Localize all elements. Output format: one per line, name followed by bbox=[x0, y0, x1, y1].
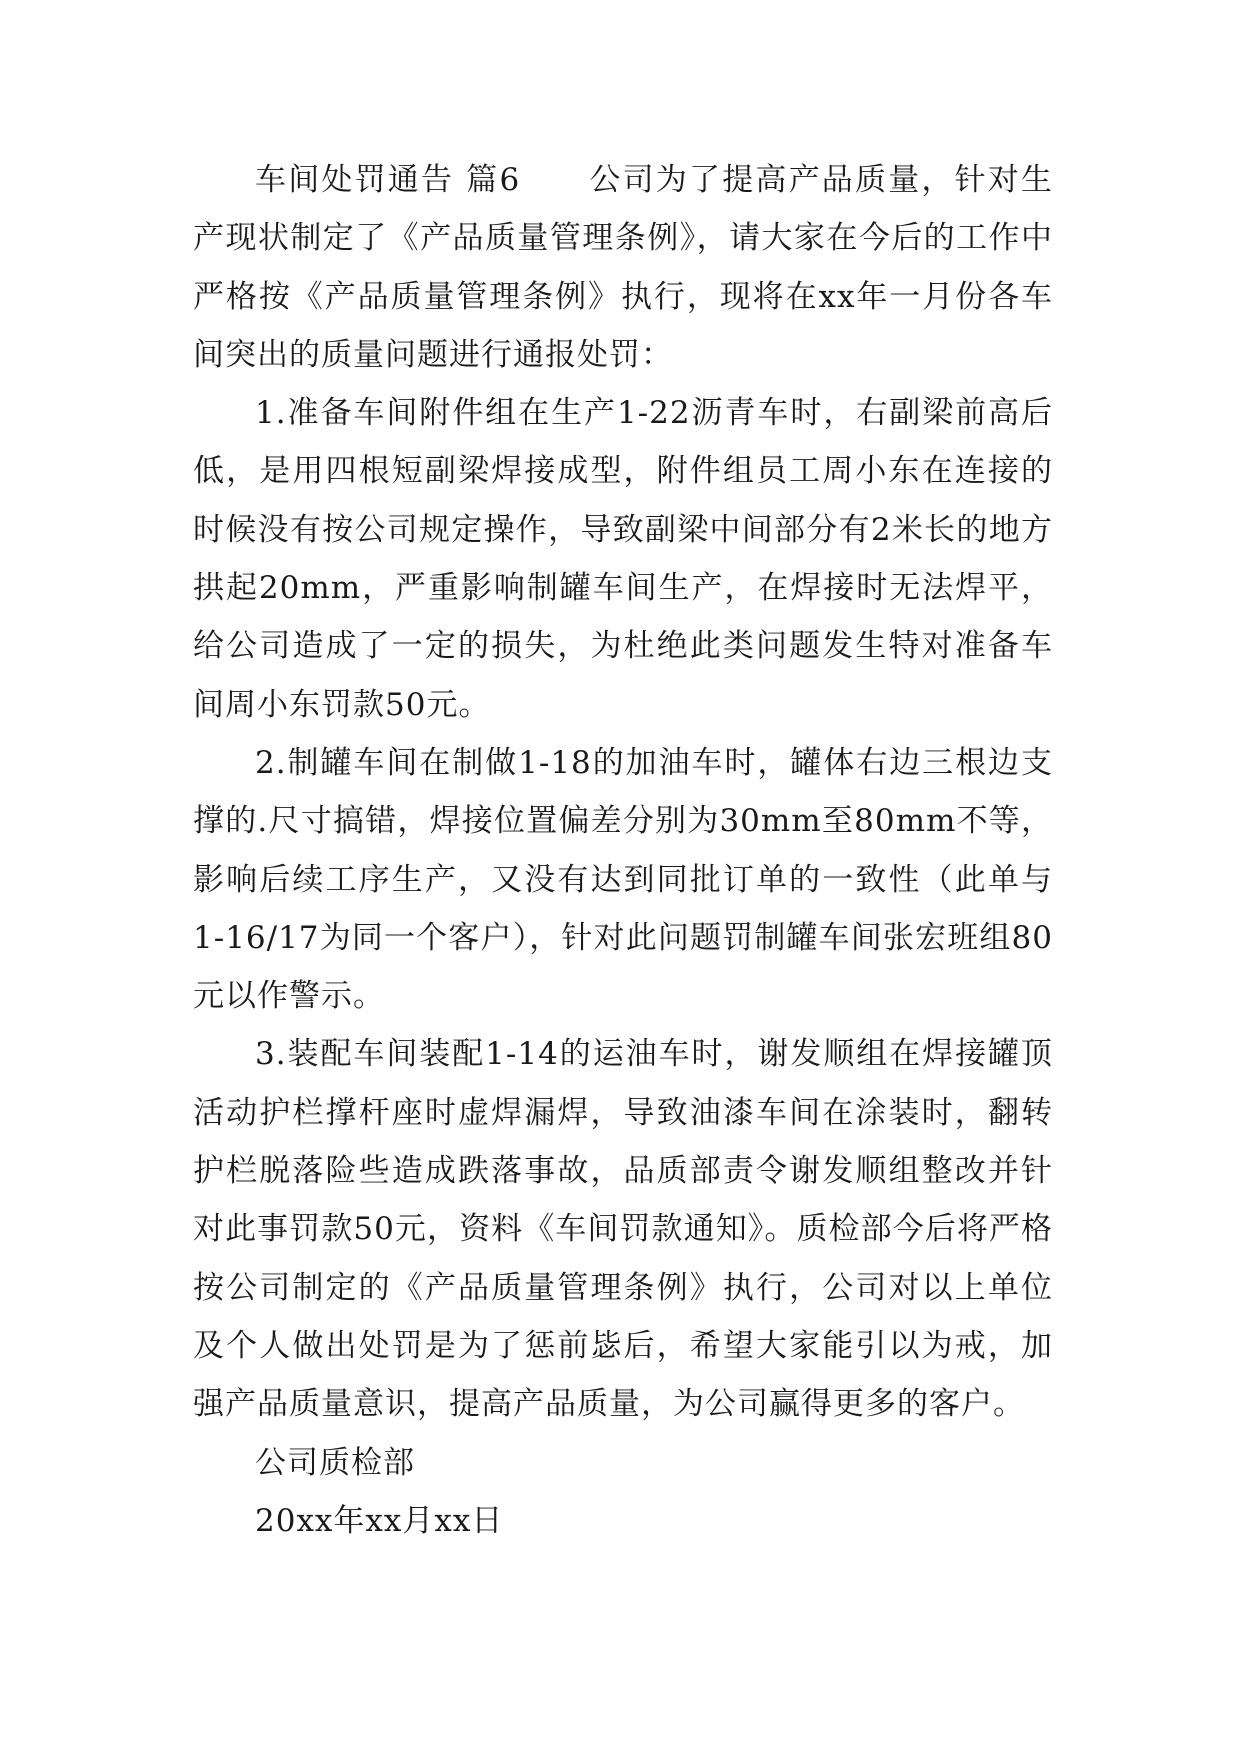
intro-text: 公司为了提高产品质量，针对生产现状制定了《产品质量管理条例》，请大家在今后的工作中严格按《产品质量管理条例》执行，现将在xx年一月份各车间突出的质量问题进行通报处罚： bbox=[193, 162, 1053, 373]
intro-paragraph bbox=[193, 151, 1053, 384]
document-page bbox=[193, 151, 1053, 1550]
document-title: 车间处罚通告 篇6 bbox=[255, 162, 521, 198]
item-paragraph-1: 1.准备车间附件组在生产1-22沥青车时，右副梁前高后低，是用四根短副梁焊接成型，附件组员工周小东在连接的时候没有按公司规定操作，导致副梁中间部分有2米长的地方拱起20mm，严重影响制罐车间生产，在焊接时无法焊平，给公司造成了一定的损失，为杜绝此类问题发生特对准备车间周小东罚款50元。 bbox=[193, 395, 1053, 723]
signature-date: 20xx年xx月xx日 bbox=[255, 1502, 504, 1539]
item-paragraph-3: 3.装配车间装配1-14的运油车时，谢发顺组在焊接罐顶活动护栏撑杆座时虚焊漏焊，导致油漆车间在涂装时，翻转护栏脱落险些造成跌落事故，品质部责令谢发顺组整改并针对此事罚款50元，资料《车间罚款通知》。质检部今后将严格按公司制定的《产品质量管理条例》执行，公司对以上单位及个人做出处罚是为了惩前毖后，希望大家能引以为戒，加强产品质量意识，提高产品质量，为公司赢得更多的客户。 bbox=[193, 1036, 1053, 1423]
signature-department: 公司质检部 bbox=[255, 1444, 415, 1481]
item-paragraph-2: 2.制罐车间在制做1-18的加油车时，罐体右边三根边支撑的.尺寸搞错，焊接位置偏差分别为30mm至80mm不等，影响后续工序生产，又没有达到同批订单的一致性（此单与1-16/17为同一个客户），针对此问题罚制罐车间张宏班组80元以作警示。 bbox=[193, 744, 1053, 1015]
